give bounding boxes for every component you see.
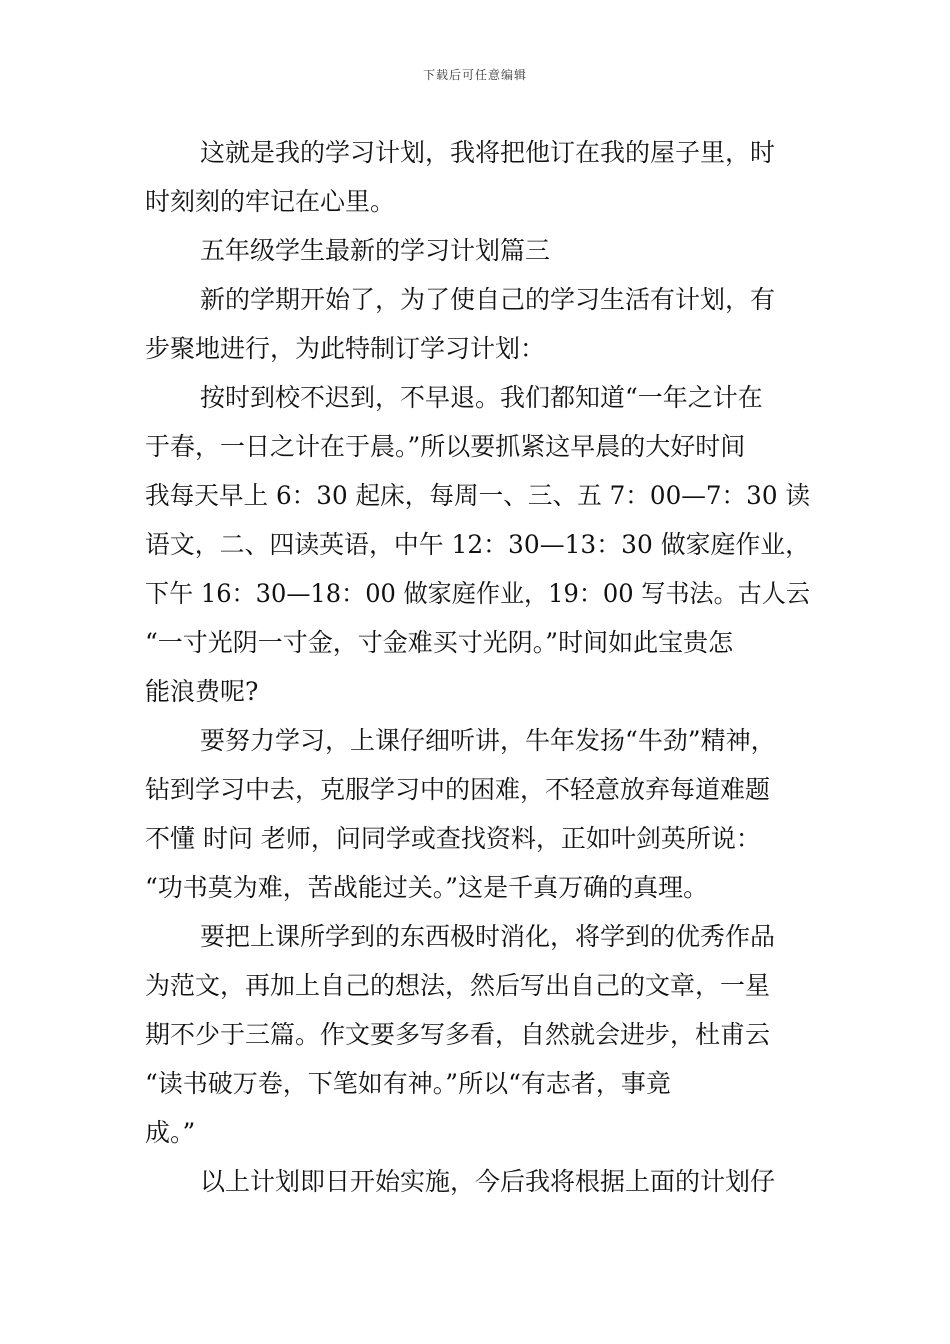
text-line: 下午 16：30—18：00 做家庭作业，19：00 写书法。古人云: [145, 579, 810, 608]
page-header: 下载后可任意编辑: [422, 68, 527, 82]
text-line: 时刻刻的牢记在心里。: [145, 187, 396, 216]
text-line: 五年级学生最新的学习计划篇三: [200, 236, 551, 265]
text-line: 我每天早上 6：30 起床，每周一、三、五 7：00—7：30 读: [145, 481, 810, 510]
text-line: 为范文，再加上自己的想法，然后写出自己的文章，一星: [145, 971, 771, 1000]
text-line: 按时到校不迟到，不早退。我们都知道“一年之计在: [200, 383, 763, 412]
text-line: 新的学期开始了，为了使自己的学习生活有计划，有: [200, 285, 776, 314]
text-line: 要努力学习，上课仔细听讲，牛年发扬“牛劲”精神，: [200, 726, 776, 755]
text-line: 以上计划即日开始实施，今后我将根据上面的计划仔: [200, 1167, 776, 1196]
text-line: 要把上课所学到的东西极时消化，将学到的优秀作品: [200, 922, 776, 951]
document-body: [145, 128, 810, 1206]
text-line: 钻到学习中去，克服学习中的困难，不轻意放弃每道难题: [145, 775, 771, 804]
text-line: 期不少于三篇。作文要多写多看，自然就会进步，杜甫云: [145, 1020, 771, 1049]
text-line: 成。”: [145, 1118, 196, 1147]
text-line: “读书破万卷，下笔如有神。”所以“有志者，事竟: [145, 1069, 671, 1098]
text-line: 于春，一日之计在于晨。”所以要抓紧这早晨的大好时间: [145, 432, 746, 461]
text-line: “功书莫为难，苦战能过关。”这是千真万确的真理。: [145, 873, 709, 902]
text-line: 不懂 时问 老师，问同学或查找资料，正如叶剑英所说：: [145, 824, 761, 853]
text-line: 能浪费呢?: [145, 677, 259, 706]
text-line: “一寸光阴一寸金，寸金难买寸光阴。”时间如此宝贵怎: [145, 628, 734, 657]
text-line: 语文，二、四读英语，中午 12：30—13：30 做家庭作业，: [145, 530, 810, 559]
text-line: 步聚地进行，为此特制订学习计划：: [145, 334, 546, 363]
text-line: 这就是我的学习计划，我将把他订在我的屋子里，时: [200, 138, 776, 167]
